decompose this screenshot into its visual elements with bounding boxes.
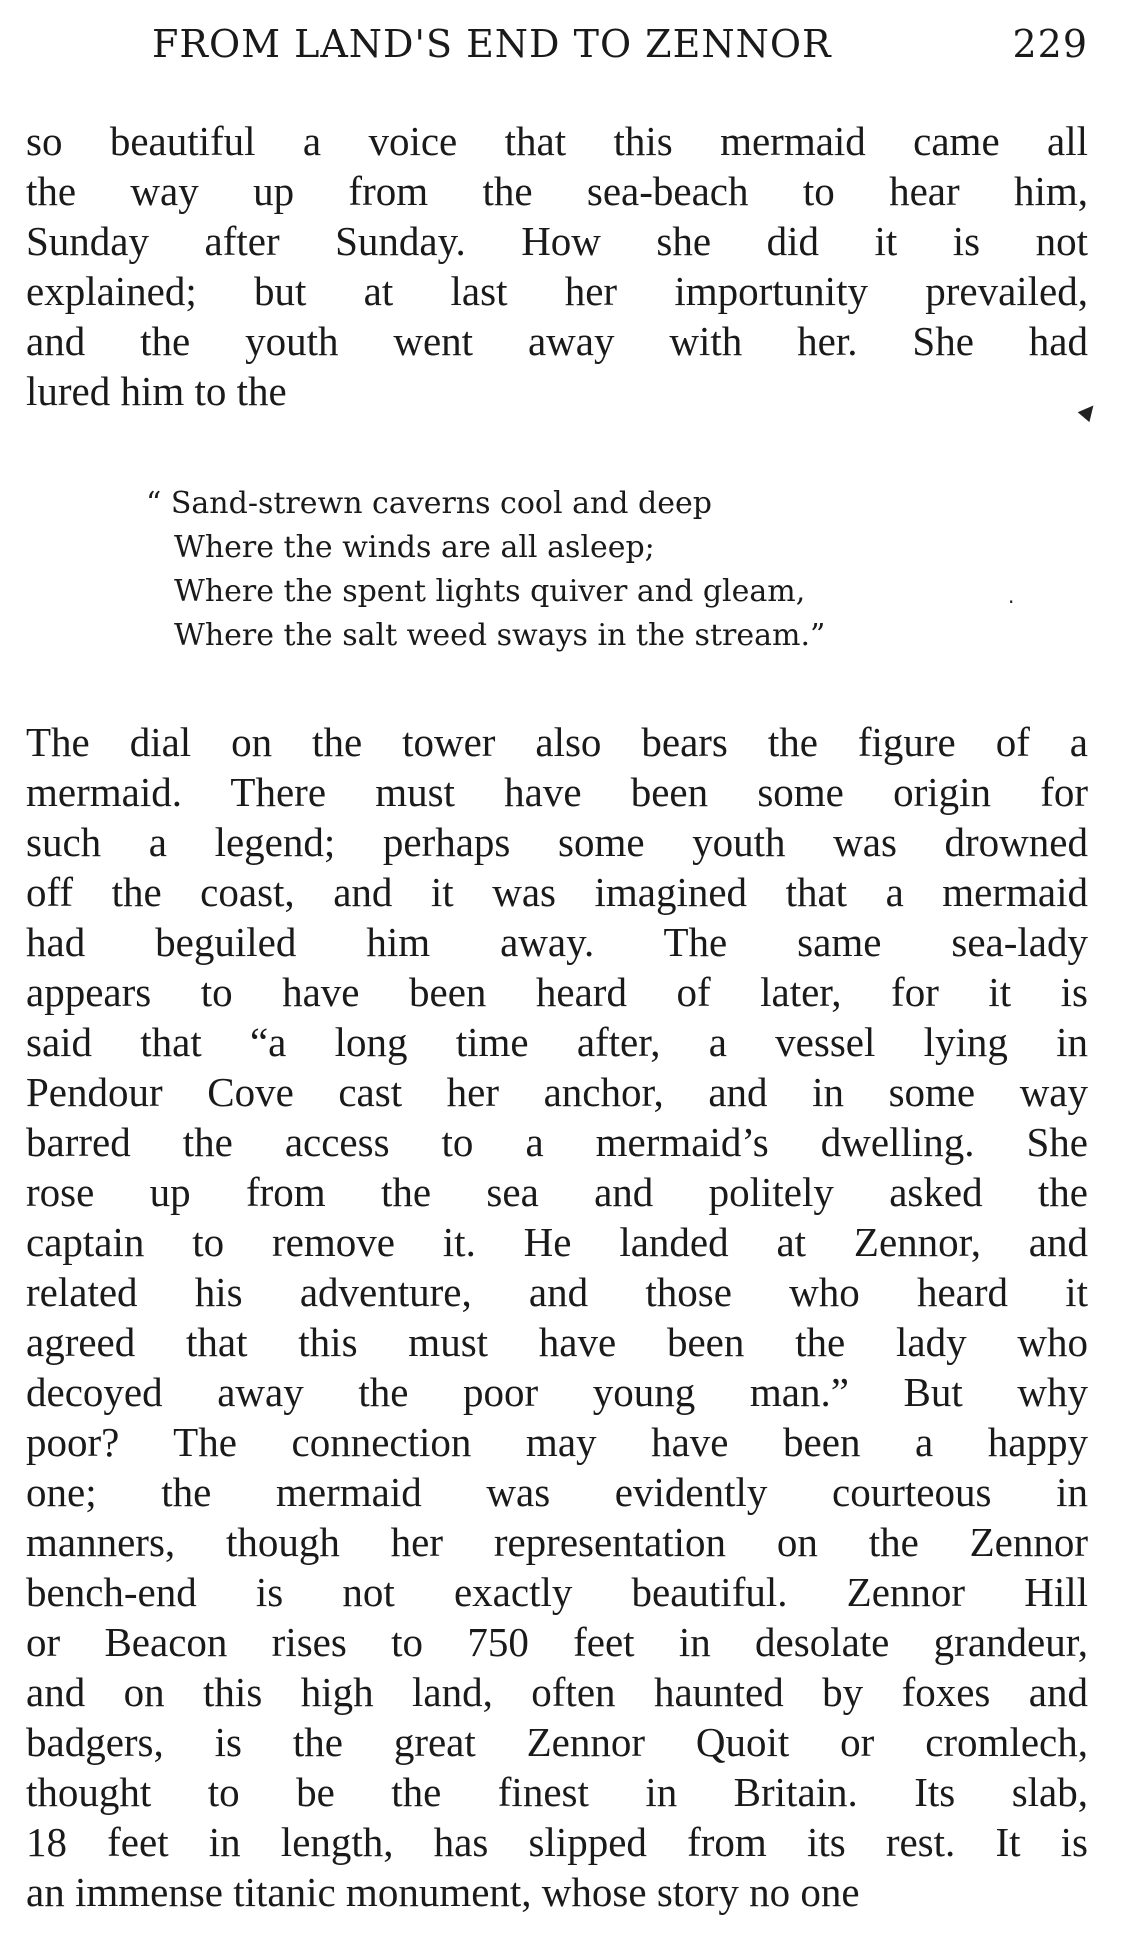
text-line: badgers, is the great Zennor Quoit or cromlech, bbox=[26, 1719, 1088, 1765]
running-header bbox=[26, 22, 1088, 72]
paragraph-1 bbox=[26, 116, 1088, 416]
text-line: Sunday after Sunday. How she did it is not bbox=[26, 218, 1088, 264]
text-line: said that “a long time after, a vessel lying in bbox=[26, 1019, 1088, 1065]
running-title: FROM LAND'S END TO ZENNOR bbox=[152, 22, 832, 66]
verse-line: Where the spent lights quiver and gleam, bbox=[174, 574, 806, 609]
text-line: manners, though her representation on the Zennor bbox=[26, 1519, 1088, 1565]
verse-quote bbox=[146, 482, 1046, 658]
text-line: so beautiful a voice that this mermaid came all bbox=[26, 118, 1088, 164]
text-line: and on this high land, often haunted by foxes and bbox=[26, 1669, 1088, 1715]
text-line: captain to remove it. He landed at Zennor, and bbox=[26, 1219, 1088, 1265]
text-line: one; the mermaid was evidently courteous in bbox=[26, 1469, 1088, 1515]
verse-line: “ Sand-strewn caverns cool and deep bbox=[146, 486, 712, 521]
arrow-mark-icon: ▲ bbox=[1076, 395, 1104, 425]
text-line: The dial on the tower also bears the figure of a bbox=[26, 719, 1088, 765]
text-line: and the youth went away with her. She had bbox=[26, 318, 1088, 364]
text-line: such a legend; perhaps some youth was drowned bbox=[26, 819, 1088, 865]
text-line: poor? The connection may have been a happy bbox=[26, 1419, 1088, 1465]
text-line: barred the access to a mermaid’s dwelling. She bbox=[26, 1119, 1088, 1165]
text-line: the way up from the sea-beach to hear him, bbox=[26, 168, 1088, 214]
dot-mark-icon: . bbox=[1008, 584, 1015, 608]
paragraph-2 bbox=[26, 717, 1088, 1917]
text-line: bench-end is not exactly beautiful. Zennor Hill bbox=[26, 1569, 1088, 1615]
text-line: mermaid. There must have been some origin for bbox=[26, 769, 1088, 815]
text-line: Pendour Cove cast her anchor, and in some way bbox=[26, 1069, 1088, 1115]
text-line: appears to have been heard of later, for it is bbox=[26, 969, 1088, 1015]
verse-line: Where the salt weed sways in the stream.” bbox=[174, 618, 826, 653]
text-line: lured him to the bbox=[26, 368, 287, 414]
text-line: thought to be the finest in Britain. Its slab, bbox=[26, 1769, 1088, 1815]
text-line: agreed that this must have been the lady who bbox=[26, 1319, 1088, 1365]
text-line: or Beacon rises to 750 feet in desolate grandeur, bbox=[26, 1619, 1088, 1665]
text-line: explained; but at last her importunity prevailed, bbox=[26, 268, 1088, 314]
text-line: related his adventure, and those who heard it bbox=[26, 1269, 1088, 1315]
text-line: an immense titanic monument, whose story no one bbox=[26, 1869, 860, 1915]
verse-line: Where the winds are all asleep; bbox=[174, 530, 655, 565]
text-line: off the coast, and it was imagined that a mermaid bbox=[26, 869, 1088, 915]
text-line: decoyed away the poor young man.” But why bbox=[26, 1369, 1088, 1415]
text-line: rose up from the sea and politely asked the bbox=[26, 1169, 1088, 1215]
page-number: 229 bbox=[1012, 22, 1088, 66]
text-line: 18 feet in length, has slipped from its rest. It is bbox=[26, 1819, 1088, 1865]
text-line: had beguiled him away. The same sea-lady bbox=[26, 919, 1088, 965]
